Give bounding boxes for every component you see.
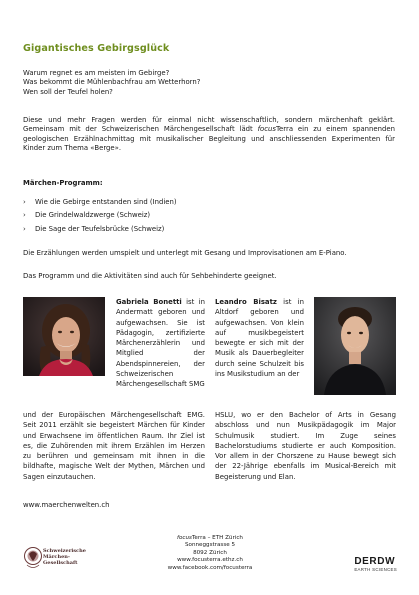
intro-question: Was bekommt die Mühlenbachfrau am Wetterhorn? <box>23 78 201 87</box>
earth-sciences-logo <box>354 557 397 573</box>
bio-text: ist in Andermatt geboren und aufgewachsen. Sie ist Pädagogin, zertifizierte Märchenerzählerin und Mitglied der Abendspinnereien, der Schweizerischen Märchengesellschaft SMG <box>116 298 205 389</box>
accessibility-text: Das Programm und die Aktivitäten sind auch für Sehbehinderte geeignet. <box>23 272 277 280</box>
footer-address <box>128 535 292 572</box>
bio-text: ist in Altdorf geboren und aufgewachsen. Von klein auf musikbegeistert bewegte er sich mit der Musik als Dauerbegleiter durch seine Schulzeit bis ins Musikstudium an der <box>215 298 304 379</box>
footer-website-link[interactable]: www.focusterra.ethz.ch <box>177 557 243 564</box>
description-text: Diese und mehr Fragen werden für einmal nicht wissenschaftlich, sondern märchenhaft geklärt. Gemeinsam mit der Schweizerischen Märchengesellschaft lädt <box>23 116 395 134</box>
description-text: Terra ein zu einem spannenden geologischen Erzählnachmittag mit musikalischer Begleitung und anschliessenden Experimenten für Kinder zum Thema «Berge». <box>23 125 395 152</box>
bio-gabriela-top <box>116 297 205 390</box>
program-list <box>23 196 395 236</box>
portrait-gabriela-bonetti <box>23 297 105 376</box>
program-item <box>23 196 395 209</box>
footer-org: Terra – ETH Zürich <box>191 535 243 541</box>
program-heading: Märchen-Programm: <box>23 179 103 187</box>
intro-questions <box>23 69 395 97</box>
maerchengesellschaft-logo <box>23 543 93 573</box>
intro-question: Warum regnet es am meisten im Gebirge? <box>23 69 170 77</box>
chevron-right-icon: › <box>23 198 26 206</box>
event-description <box>23 116 395 153</box>
logo-text: Märchen- <box>43 554 70 560</box>
bio-name: Leandro Bisatz <box>215 298 277 306</box>
brand-focus: focus <box>257 125 277 134</box>
bio-leandro-bottom: HSLU, wo er den Bachelor of Arts in Gesang abschloss und nun Musikpädagogik im Major Schulmusik studiert. Im Zuge seines Bachelorstudiums studierte er auch Komposition. Vor allem in der Chorszene zu Hause bewegt sich der 22-Jährige ebenfalls im Musical-Bereich mit Begeisterung und Elan. <box>215 411 396 481</box>
program-item <box>23 223 395 236</box>
portrait-leandro-bisatz <box>314 297 396 395</box>
bio-name: Gabriela Bonetti <box>116 298 182 306</box>
footer-city: 8092 Zürich <box>193 549 227 556</box>
program-item-label: Die Sage der Teufelsbrücke (Schweiz) <box>35 224 165 233</box>
bio-gabriela-bottom: und der Europäischen Märchengesellschaft EMG. Seit 2011 erzählt sie begeistert Märchen für Kinder und Erwachsene im öffentlichen Raum. Ihr Ziel ist es, die Zuhörenden mit ihrem Erzählen im Herzen zu berühren und gemeinsam mit ihnen in die bildhafte, magische Welt der Mythen, Märchen und Sagen einzutauchen. <box>23 411 205 481</box>
accompaniment-text: Die Erzählungen werden umspielt und unterlegt mit Gesang und Improvisationen am E-Piano. <box>23 249 347 257</box>
footer-line <box>128 535 292 542</box>
footer-facebook-link[interactable]: www.facebook.com/focusterra <box>167 564 253 571</box>
bio-leandro-top <box>215 297 304 379</box>
program-item-label: Wie die Gebirge entstanden sind (Indien) <box>35 198 177 206</box>
footer-street: Sonneggstrasse 5 <box>184 542 236 549</box>
intro-question: Wen soll der Teufel holen? <box>23 87 113 96</box>
logo-text: Schweizerische <box>43 548 86 554</box>
website-link[interactable]: www.maerchenwelten.ch <box>23 501 110 509</box>
program-item <box>23 209 395 222</box>
seal-icon <box>23 543 43 573</box>
chevron-right-icon: › <box>23 211 26 220</box>
brand-focus: focus <box>177 535 192 541</box>
logo-wordmark: DERDW <box>354 556 396 567</box>
logo-text: Gesellschaft <box>43 560 78 566</box>
logo-subtitle: EARTH SCIENCES <box>354 567 397 572</box>
program-item-label: Die Grindelwaldzwerge (Schweiz) <box>35 211 151 220</box>
chevron-right-icon: › <box>23 224 26 233</box>
flyer-page <box>23 0 395 595</box>
page-title: Gigantisches Gebirgsglück <box>23 43 170 54</box>
